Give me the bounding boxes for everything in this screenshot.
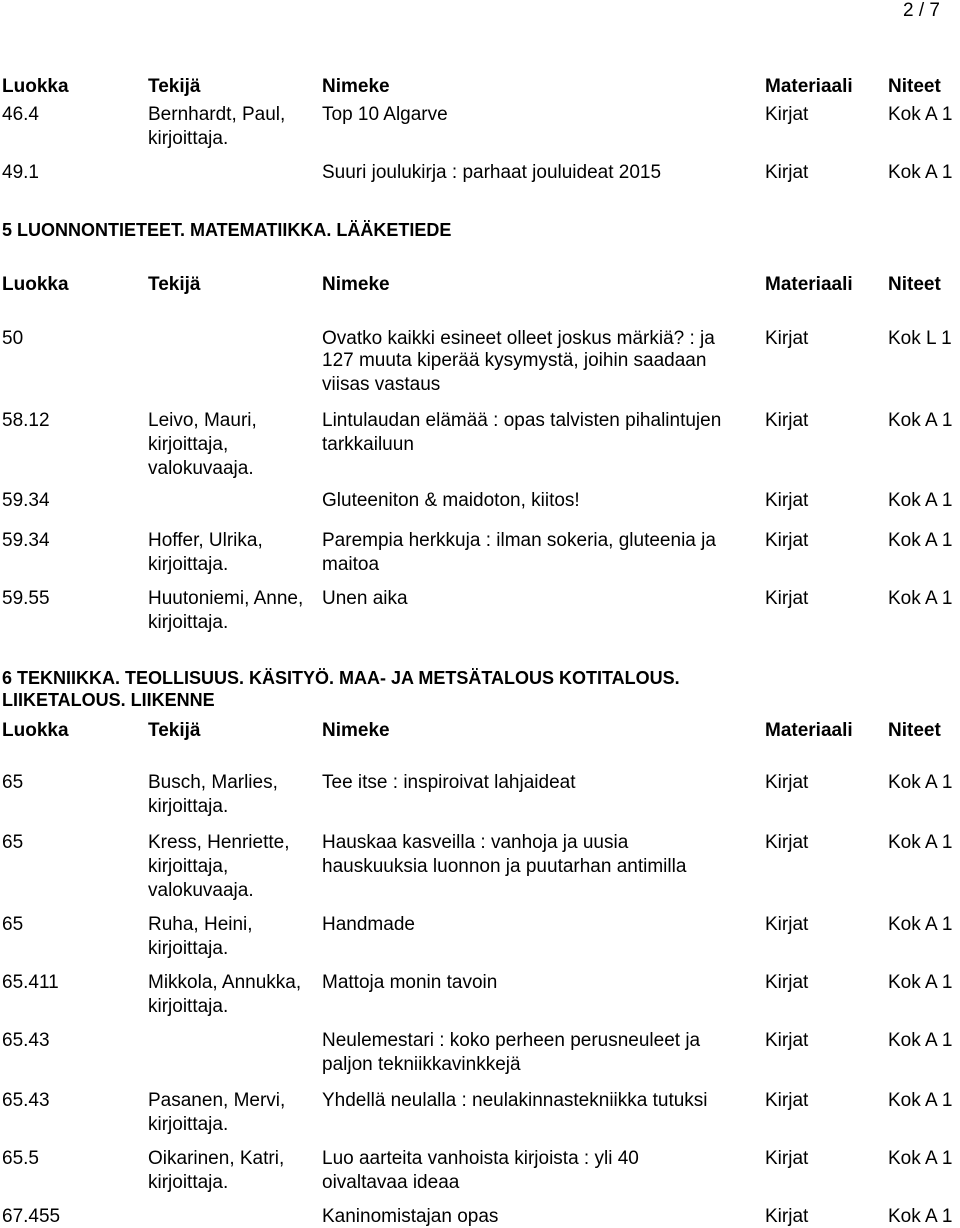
row-nimeke: hauskuuksia luonnon ja puutarhan antimilla bbox=[322, 856, 687, 877]
row-tekija: Mikkola, Annukka, bbox=[148, 972, 302, 993]
header-materiaali: Materiaali bbox=[765, 720, 853, 741]
row-tekija: kirjoittaja, bbox=[148, 856, 229, 877]
section-title: 6 TEKNIIKKA. TEOLLISUUS. KÄSITYÖ. MAA- JA METSÄTALOUS KOTITALOUS. bbox=[2, 668, 680, 688]
row-materiaali: Kirjat bbox=[765, 832, 809, 853]
row-materiaali: Kirjat bbox=[765, 328, 809, 349]
row-niteet: Kok A 1 bbox=[888, 1030, 953, 1051]
page-number: 2 / 7 bbox=[903, 0, 940, 21]
row-tekija: Ruha, Heini, bbox=[148, 914, 253, 935]
row-luokka: 49.1 bbox=[2, 162, 39, 183]
row-tekija: Pasanen, Mervi, bbox=[148, 1090, 286, 1111]
header-niteet: Niteet bbox=[888, 720, 941, 741]
row-materiaali: Kirjat bbox=[765, 914, 809, 935]
row-materiaali: Kirjat bbox=[765, 1030, 809, 1051]
row-tekija: kirjoittaja. bbox=[148, 128, 229, 149]
row-nimeke: maitoa bbox=[322, 554, 380, 575]
row-luokka: 58.12 bbox=[2, 410, 50, 431]
row-tekija: kirjoittaja. bbox=[148, 796, 229, 817]
row-tekija: kirjoittaja. bbox=[148, 996, 229, 1017]
row-luokka: 65 bbox=[2, 914, 24, 935]
row-niteet: Kok A 1 bbox=[888, 772, 953, 793]
row-materiaali: Kirjat bbox=[765, 772, 809, 793]
row-nimeke: Suuri joulukirja : parhaat jouluideat 2015 bbox=[322, 162, 662, 183]
header-tekija: Tekijä bbox=[148, 274, 201, 295]
row-niteet: Kok A 1 bbox=[888, 530, 953, 551]
header-materiaali: Materiaali bbox=[765, 76, 853, 97]
row-nimeke: Unen aika bbox=[322, 588, 408, 609]
row-niteet: Kok A 1 bbox=[888, 410, 953, 431]
row-niteet: Kok A 1 bbox=[888, 1090, 953, 1111]
row-niteet: Kok A 1 bbox=[888, 162, 953, 183]
row-niteet: Kok A 1 bbox=[888, 832, 953, 853]
header-nimeke: Nimeke bbox=[322, 720, 390, 741]
row-niteet: Kok L 1 bbox=[888, 328, 952, 349]
row-niteet: Kok A 1 bbox=[888, 490, 953, 511]
section-title: 5 LUONNONTIETEET. MATEMATIIKKA. LÄÄKETIEDE bbox=[2, 220, 452, 240]
row-niteet: Kok A 1 bbox=[888, 914, 953, 935]
header-nimeke: Nimeke bbox=[322, 274, 390, 295]
header-luokka: Luokka bbox=[2, 720, 69, 741]
row-nimeke: Lintulaudan elämää : opas talvisten pihalintujen bbox=[322, 410, 722, 431]
header-nimeke: Nimeke bbox=[322, 76, 390, 97]
row-nimeke: viisas vastaus bbox=[322, 374, 441, 395]
row-materiaali: Kirjat bbox=[765, 104, 809, 125]
row-nimeke: Yhdellä neulalla : neulakinnastekniikka tutuksi bbox=[322, 1090, 708, 1111]
row-luokka: 65.5 bbox=[2, 1148, 39, 1169]
row-luokka: 59.34 bbox=[2, 530, 50, 551]
row-tekija: kirjoittaja. bbox=[148, 554, 229, 575]
row-nimeke: 127 muuta kiperää kysymystä, joihin saadaan bbox=[322, 350, 707, 371]
row-materiaali: Kirjat bbox=[765, 530, 809, 551]
row-tekija: valokuvaaja. bbox=[148, 458, 254, 479]
row-tekija: valokuvaaja. bbox=[148, 880, 254, 901]
row-materiaali: Kirjat bbox=[765, 1148, 809, 1169]
row-luokka: 65.43 bbox=[2, 1090, 50, 1111]
row-nimeke: oivaltavaa ideaa bbox=[322, 1172, 460, 1193]
row-tekija: Leivo, Mauri, bbox=[148, 410, 257, 431]
row-nimeke: Top 10 Algarve bbox=[322, 104, 448, 125]
row-tekija: Oikarinen, Katri, bbox=[148, 1148, 285, 1169]
row-nimeke: Hauskaa kasveilla : vanhoja ja uusia bbox=[322, 832, 629, 853]
row-niteet: Kok A 1 bbox=[888, 1206, 953, 1227]
row-nimeke: Handmade bbox=[322, 914, 415, 935]
row-nimeke: tarkkailuun bbox=[322, 434, 414, 455]
row-materiaali: Kirjat bbox=[765, 410, 809, 431]
row-nimeke: Mattoja monin tavoin bbox=[322, 972, 498, 993]
row-niteet: Kok A 1 bbox=[888, 972, 953, 993]
row-nimeke: Neulemestari : koko perheen perusneuleet ja bbox=[322, 1030, 701, 1051]
header-tekija: Tekijä bbox=[148, 720, 201, 741]
row-materiaali: Kirjat bbox=[765, 490, 809, 511]
row-luokka: 59.55 bbox=[2, 588, 50, 609]
row-tekija: Kress, Henriette, bbox=[148, 832, 290, 853]
row-niteet: Kok A 1 bbox=[888, 588, 953, 609]
row-niteet: Kok A 1 bbox=[888, 1148, 953, 1169]
section-title: LIIKETALOUS. LIIKENNE bbox=[2, 690, 215, 710]
row-nimeke: Gluteeniton & maidoton, kiitos! bbox=[322, 490, 580, 511]
header-niteet: Niteet bbox=[888, 274, 941, 295]
row-nimeke: Kaninomistajan opas bbox=[322, 1206, 499, 1227]
row-tekija: Huutoniemi, Anne, bbox=[148, 588, 304, 609]
row-luokka: 65 bbox=[2, 772, 24, 793]
row-tekija: Bernhardt, Paul, bbox=[148, 104, 286, 125]
row-tekija: Hoffer, Ulrika, bbox=[148, 530, 263, 551]
header-niteet: Niteet bbox=[888, 76, 941, 97]
row-nimeke: Luo aarteita vanhoista kirjoista : yli 40 bbox=[322, 1148, 639, 1169]
row-luokka: 59.34 bbox=[2, 490, 50, 511]
header-materiaali: Materiaali bbox=[765, 274, 853, 295]
row-luokka: 65.43 bbox=[2, 1030, 50, 1051]
row-nimeke: Ovatko kaikki esineet olleet joskus märkiä? : ja bbox=[322, 328, 715, 349]
row-luokka: 65.411 bbox=[2, 972, 59, 993]
row-nimeke: Tee itse : inspiroivat lahjaideat bbox=[322, 772, 576, 793]
row-materiaali: Kirjat bbox=[765, 1206, 809, 1227]
row-materiaali: Kirjat bbox=[765, 972, 809, 993]
row-niteet: Kok A 1 bbox=[888, 104, 953, 125]
row-nimeke: paljon tekniikkavinkkejä bbox=[322, 1054, 521, 1075]
row-luokka: 67.455 bbox=[2, 1206, 61, 1227]
row-materiaali: Kirjat bbox=[765, 162, 809, 183]
row-luokka: 46.4 bbox=[2, 104, 39, 125]
row-materiaali: Kirjat bbox=[765, 588, 809, 609]
row-tekija: kirjoittaja. bbox=[148, 1172, 229, 1193]
row-tekija: Busch, Marlies, bbox=[148, 772, 278, 793]
row-luokka: 65 bbox=[2, 832, 24, 853]
row-tekija: kirjoittaja. bbox=[148, 938, 229, 959]
header-luokka: Luokka bbox=[2, 76, 69, 97]
header-luokka: Luokka bbox=[2, 274, 69, 295]
row-luokka: 50 bbox=[2, 328, 24, 349]
row-tekija: kirjoittaja. bbox=[148, 612, 229, 633]
row-nimeke: Parempia herkkuja : ilman sokeria, gluteenia ja bbox=[322, 530, 716, 551]
header-tekija: Tekijä bbox=[148, 76, 201, 97]
row-tekija: kirjoittaja. bbox=[148, 1114, 229, 1135]
row-tekija: kirjoittaja, bbox=[148, 434, 229, 455]
row-materiaali: Kirjat bbox=[765, 1090, 809, 1111]
